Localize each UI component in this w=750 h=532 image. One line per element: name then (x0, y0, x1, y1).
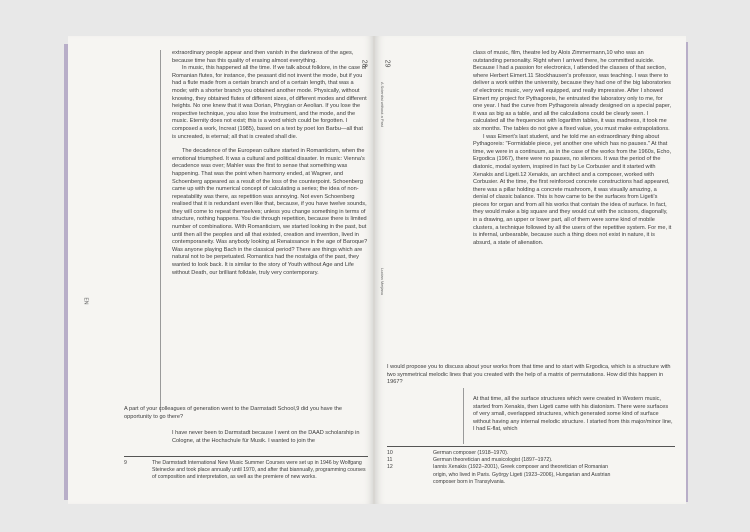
footnote-text: German theoretician and musicologist (1897–1972). (433, 457, 553, 464)
footnote-number: 12 (387, 464, 393, 471)
footnote-rule (387, 446, 675, 447)
right-page (375, 36, 686, 504)
indent-rule (160, 50, 161, 412)
footnotes (124, 460, 368, 482)
footnote-rule (124, 456, 368, 457)
footnote-text: Iannis Xenakis (1922–2001), Greek composer and theoretician of Romanian origin, who lived in Paris. György Ligeti (1923–2006), Hungarian and Austrian composer born in Transylvania. (433, 464, 611, 485)
paragraph: class of music, film, theatre led by Alois Zimmermann,10 who was an outstanding personality. Right when I arrived there, he committed suicide. Because I had a passion for electronics, I attended the classes of that section, where Herbert Eimert.11 Stockhausen's professor, was teaching. I was there to deliver a work within the university, because they had one of the big laboratories of electronic music, very well equipped, and really impressive. After I showed Eimert my project for Pythagoreis, he entrusted the laboratory only to me, for one year. I had the curve from Pythagoreis already designed on a special paper, it was as big as a table, and all the calculations could be clearly seen. I calculated all the frequencies with logarithm tables, it was madness, it took me six months. The tables do not give a fixed value, you must make extrapolations. (473, 50, 672, 132)
footnote (387, 450, 617, 457)
left-page (68, 36, 374, 504)
paragraph: The decadence of the European culture started in Romanticism, when the emotional triumphed. It was a cultural and political disaster. In music: Vienna's decadence was over; Mahler was the first to sense that something was happening. That was the point when harmony ended, at Wagner, and Schoenberg appeared as a result of the loss of the counterpoint. Schoenberg came up with the numerical concept of calculating a series; the idea of non-repeatability was there, as repetition was annoying. Not even Schoenberg realised that it is redundant even like that, because, if you have twelve sounds, they will come to repeat themselves; unless you change something in terms of structure, nothing happens. You die through repetition, because there is limited number of combinations. With Romanticism, we started looking in the past, but until then all the peoples and all that existed, creation and invention, lived in contemporaneity. Was anybody looking at Renaissance in the age of Baroque? Was anyone playing Bach in the classical period? There are things which are natural not to be perpetuated. Romantics had the nostalgia of the past, they wanted to look back. It is similar to the story of Youth without Age and Life without Death, our brilliant folktale, truly very contemporary. (172, 148, 368, 276)
language-label: EN (82, 297, 89, 305)
footnote-number: 9 (124, 460, 127, 466)
right-body (473, 50, 673, 247)
running-head: Lucian Meţianu (380, 268, 385, 296)
indent-rule (463, 388, 464, 444)
interview-answer: At that time, all the surface structures which were created in Western music, started from Xenakis, then Ligeti came with his diatonism. There were surfaces of very small, overlapped structures, which generated some kind of surface without having any internal melodic structure. I started from this major/minor line, I had E-flat, which (473, 396, 673, 433)
footnote (387, 464, 617, 486)
interview-question: A part of your colleagues of generation went to the Darmstadt School,9 did you have the opportunity to go there? (124, 406, 342, 420)
footnote-number: 10 (387, 450, 393, 456)
footnote-text: German composer (1918–1970). (433, 450, 509, 456)
interview-answer: I have never been to Darmstadt because I went on the DAAD scholarship in Cologne, at the Hochschule für Musik. I wanted to join the (172, 430, 360, 444)
page-number: 28 (360, 59, 368, 68)
footnote (387, 457, 617, 464)
page-number: 29 (383, 59, 391, 68)
footnote (124, 460, 368, 482)
paragraph: I was Eimert's last student, and he told me an extraordinary thing about Pythagoreis: "Formidable piece, yet another one which has no pauses." At that time, we were in a continuum, as in the case of the works from the 1960s, Echo, Ergodica (1967), there were no pauses, no silences. It was the period of the diatonic, modal system, inspired in fact by Le Corbusier and it started with Xenakis and Ligeti.12 Xenakis, an architect and a composer, worked with Corbusier. At the time, the first reinforced concrete constructions had appeared, there was a pillar holding a concrete mushroom, it was visually amazing, a denial of classic balance. This is how came to be the surfaces from Ligeti's pieces for organ and from all his works that contain the idea of surface. In fact, they would make a big square and they would cut with the scissors, diagonally, in a drawing, an upper or lower part, all of them were some kind of mobile clusters, a technique followed by all the users of the repetitive system. For me, it is infernal, unbearable, because such a thing does not exist in nature, it is absurd, a state of alienation. (473, 133, 672, 246)
left-body (172, 50, 368, 277)
book-spread (68, 36, 686, 504)
interview-question: I would propose you to discuss about your works from that time and to start with Ergodica, which is a structure with two symmetrical melodic lines that you created with the help of a matrix of permutations. How did this happen in 1967? (387, 364, 671, 386)
footnotes (387, 450, 617, 486)
running-head-title: A Scientist without a Past (380, 82, 385, 127)
footnote-number: 11 (387, 457, 393, 464)
footnote-text: The Darmstadt International New Music Summer Courses were set up in 1946 by Wolfgang Steinecke and took place annually until 1970, and after that biannually, programming courses of composition and interpretation, as well as the premiere of new works. (152, 460, 366, 481)
paragraph: In music, this happened all the time. If we talk about folklore, in the case of Romanian flutes, for instance, the peasant did not invent the mode, but if you had a flute made from a certain branch and of a certain length, that was a mode; with a shorter branch you obtained another mode. Physically, without knowing, they obtained flutes of different sizes, of different modes and different heights. No one knew that it was Dorian, Phrygian or Aeolian. If you lose the respective technique, you also lose the instrument, and the mode, and the music. Eternity does not exist; this is a word which could be forgotten. I composed a work, Increat (1985), based on a text by poet Ion Barbu—all that is uncreated, is eternal; all that is created shall die. (172, 65, 367, 140)
paragraph: extraordinary people appear and then vanish in the darkness of the ages, because time has this quality of erasing almost everything. (172, 50, 354, 64)
